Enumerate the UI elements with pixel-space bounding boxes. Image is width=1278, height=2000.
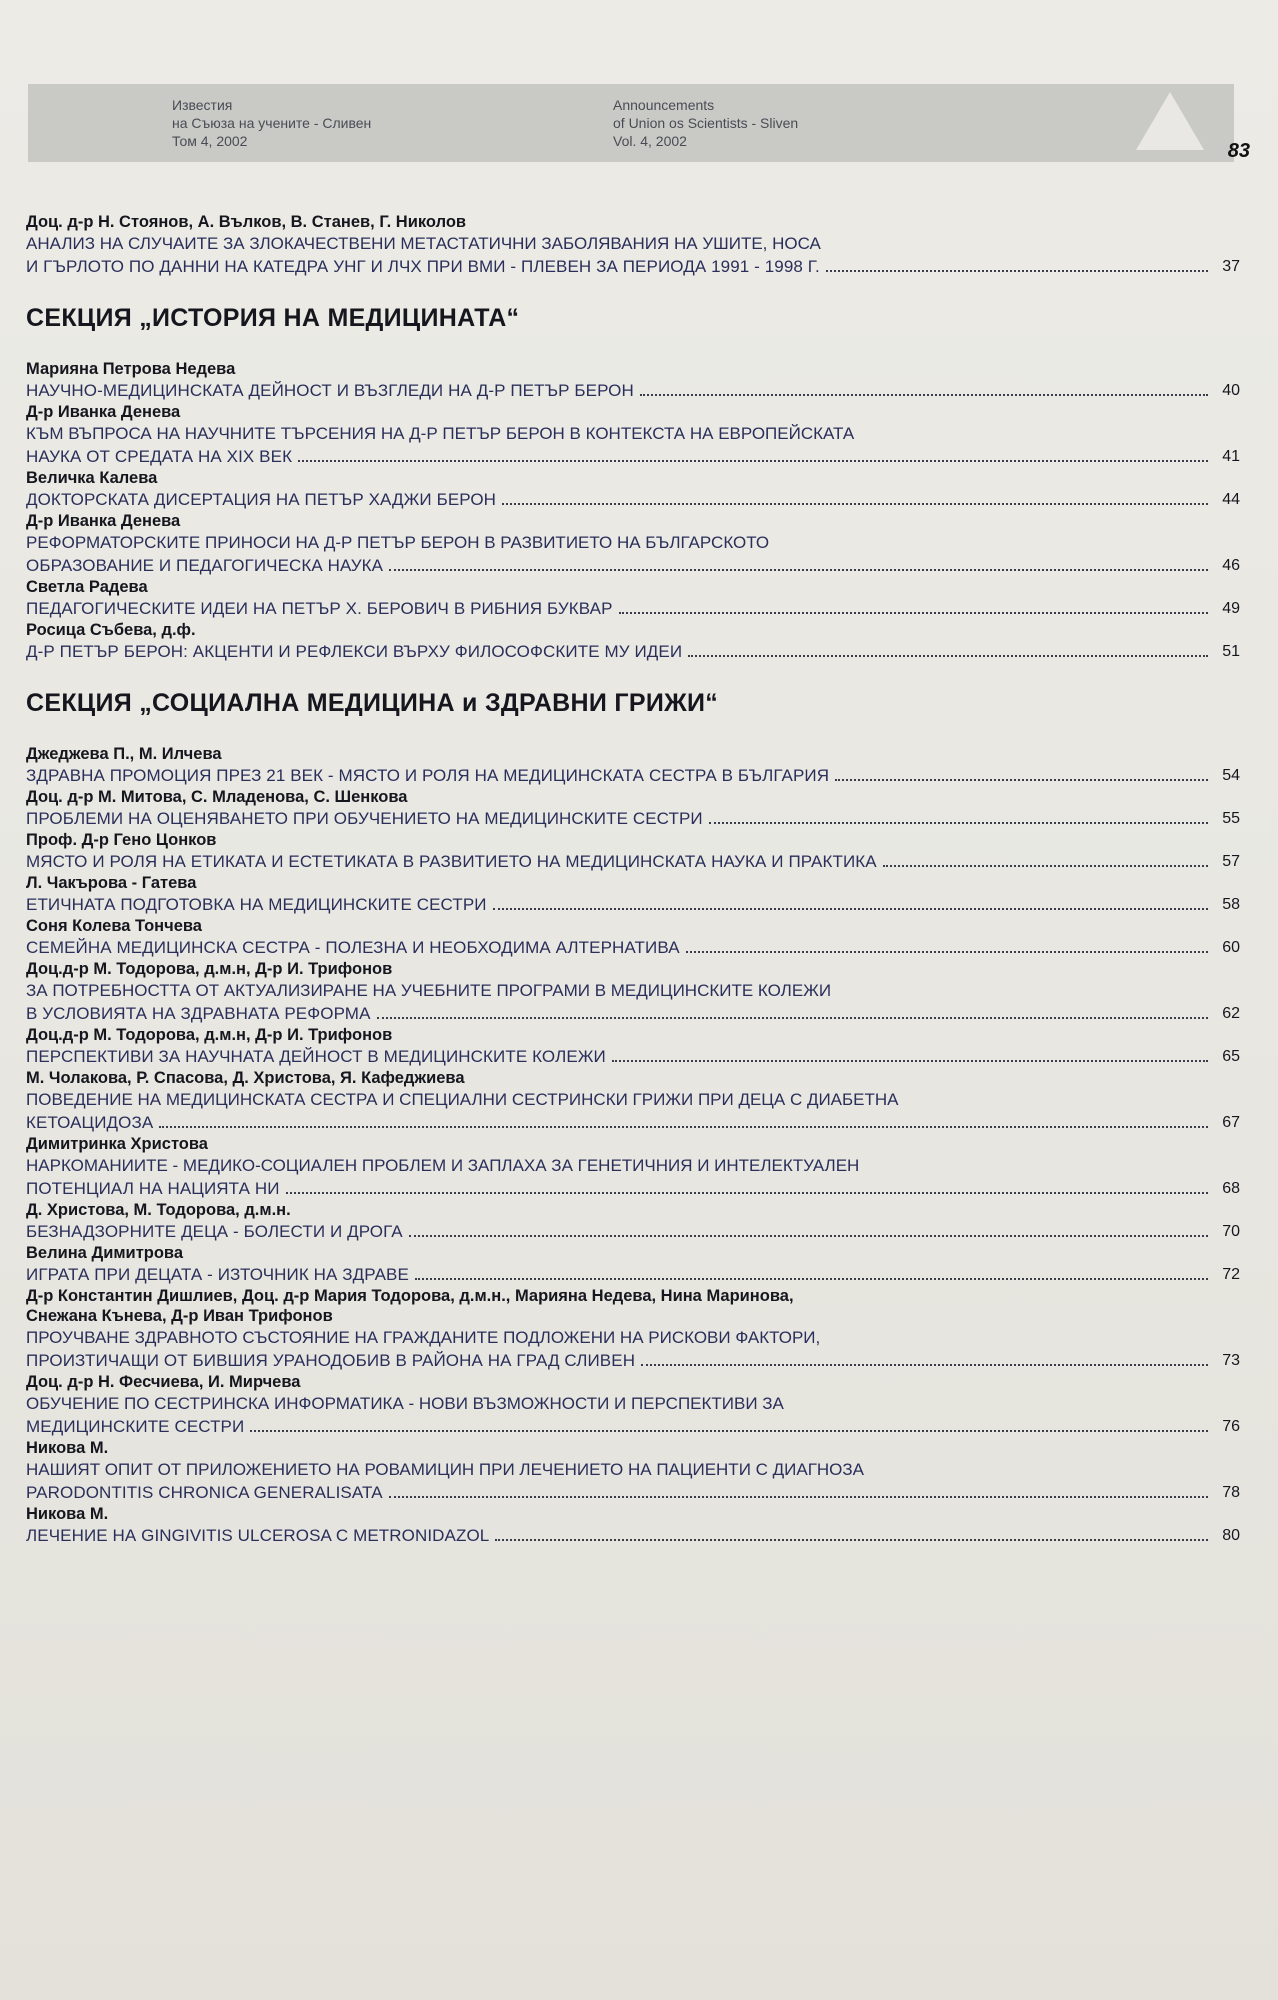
entry-authors: Доц.д-р М. Тодорова, д.м.н, Д-р И. Трифонов [26,960,393,978]
toc-entry [26,1134,1240,1200]
toc-entry [26,1504,1240,1547]
entry-title-text: Д-Р ПЕТЪР БЕРОН: АКЦЕНТИ И РЕФЛЕКСИ ВЪРХУ ФИЛОСОФСКИТЕ МУ ИДЕИ [26,642,683,661]
dot-leader [835,779,1208,781]
toc-entry [26,402,1240,468]
toc-entry [26,830,1240,873]
entry-title-line: ПОВЕДЕНИЕ НА МЕДИЦИНСКАТА СЕСТРА И СПЕЦИАЛНИ СЕСТРИНСКИ ГРИЖИ ПРИ ДЕЦА С ДИАБЕТНА [26,1090,899,1109]
toc-entry [26,1372,1240,1438]
entry-page-number: 65 [1222,1048,1240,1065]
entry-title-line [26,1263,1240,1286]
entry-title-line [26,255,1240,278]
toc-entry [26,787,1240,830]
entry-authors: Величка Калева [26,469,158,487]
entry-title-line [26,597,1240,620]
entry-authors: Велина Димитрова [26,1244,184,1262]
entry-title-text: ЗДРАВНА ПРОМОЦИЯ ПРЕЗ 21 ВЕК - МЯСТО И РОЛЯ НА МЕДИЦИНСКАТА СЕСТРА В БЪЛГАРИЯ [26,766,830,785]
entry-title-line [26,445,1240,468]
entry-authors: Доц.д-р М. Тодорова, д.м.н, Д-р И. Трифонов [26,1026,393,1044]
toc-entry [26,1068,1240,1134]
entry-title-line [26,893,1240,916]
entry-title-line [26,936,1240,959]
dot-leader [159,1126,1208,1128]
entry-title-text: ИГРАТА ПРИ ДЕЦАТА - ИЗТОЧНИК НА ЗДРАВЕ [26,1265,409,1284]
entry-title-text: БЕЗНАДЗОРНИТЕ ДЕЦА - БОЛЕСТИ И ДРОГА [26,1222,403,1241]
header-left [86,96,371,150]
toc-entry [26,468,1240,511]
entry-title-text: ПРОБЛЕМИ НА ОЦЕНЯВАНЕТО ПРИ ОБУЧЕНИЕТО НА МЕДИЦИНСКИТЕ СЕСТРИ [26,809,703,828]
entry-authors: М. Чолакова, Р. Спасова, Д. Христова, Я. Кафеджиева [26,1069,465,1087]
dot-leader [377,1017,1208,1019]
entry-title-text: МЯСТО И РОЛЯ НА ЕТИКАТА И ЕСТЕТИКАТА В РАЗВИТИЕТО НА МЕДИЦИНСКАТА НАУКА И ПРАКТИКА [26,852,877,871]
entry-title-text: ЕТИЧНАТА ПОДГОТОВКА НА МЕДИЦИНСКИТЕ СЕСТРИ [26,895,487,914]
entry-page-number: 67 [1222,1114,1240,1131]
dot-leader [641,1364,1208,1366]
table-of-contents [26,212,1240,1547]
entry-title-line: НАШИЯТ ОПИТ ОТ ПРИЛОЖЕНИЕТО НА РОВАМИЦИН ПРИ ЛЕЧЕНИЕТО НА ПАЦИЕНТИ С ДИАГНОЗА [26,1460,865,1479]
running-header [28,84,1234,162]
entry-authors: Доц. д-р Н. Фесчиева, И. Мирчева [26,1373,301,1391]
entry-authors: Никова М. [26,1505,109,1523]
entry-title-line [26,1111,1240,1134]
dot-leader [415,1278,1208,1280]
toc-entry [26,359,1240,402]
entry-authors: Д-р Иванка Денева [26,403,181,421]
page-number: 83 [1227,140,1250,162]
entry-title-line [26,554,1240,577]
entry-title-line [26,1524,1240,1547]
entry-page-number: 62 [1222,1005,1240,1022]
entry-title-line: ЗА ПОТРЕБНОСТТА ОТ АКТУАЛИЗИРАНЕ НА УЧЕБНИТЕ ПРОГРАМИ В МЕДИЦИНСКИТЕ КОЛЕЖИ [26,981,832,1000]
entry-title-line [26,640,1240,663]
entry-title-line [26,1415,1240,1438]
entry-title-line [26,379,1240,402]
entry-title-line [26,1220,1240,1243]
entry-page-number: 58 [1222,896,1240,913]
dot-leader [495,1539,1208,1541]
entry-page-number: 40 [1222,382,1240,399]
dot-leader [709,822,1208,824]
entry-page-number: 80 [1222,1527,1240,1544]
header-left-line: Известия [172,97,233,113]
dot-leader [688,655,1208,657]
entry-title-line: ПРОУЧВАНЕ ЗДРАВНОТО СЪСТОЯНИЕ НА ГРАЖДАНИТЕ ПОДЛОЖЕНИ НА РИСКОВИ ФАКТОРИ, [26,1328,821,1347]
dot-leader [826,270,1208,272]
entry-title-text: ДОКТОРСКАТА ДИСЕРТАЦИЯ НА ПЕТЪР ХАДЖИ БЕРОН [26,490,497,509]
toc-entry [26,1025,1240,1068]
header-right-line: of Union os Scientists - Sliven [613,115,799,131]
entry-title-text: НАУКА ОТ СРЕДАТА НА XIX ВЕК [26,447,293,466]
toc-entry [26,1438,1240,1504]
entry-page-number: 73 [1222,1352,1240,1369]
entry-authors: Д. Христова, М. Тодорова, д.м.н. [26,1201,291,1219]
entry-title-line: НАРКОМАНИИТЕ - МЕДИКО-СОЦИАЛЕН ПРОБЛЕМ И ЗАПЛАХА ЗА ГЕНЕТИЧНИЯ И ИНТЕЛЕКТУАЛЕН [26,1156,860,1175]
entry-authors: Димитринка Христова [26,1135,208,1153]
entry-authors: Росица Събева, д.ф. [26,621,196,639]
entry-page-number: 49 [1222,600,1240,617]
entry-title-line: ОБУЧЕНИЕ ПО СЕСТРИНСКА ИНФОРМАТИКА - НОВИ ВЪЗМОЖНОСТИ И ПЕРСПЕКТИВИ ЗА [26,1394,784,1413]
toc-entry [26,620,1240,663]
entry-title-line [26,1177,1240,1200]
entry-title-text: СЕМЕЙНА МЕДИЦИНСКА СЕСТРА - ПОЛЕЗНА И НЕОБХОДИМА АЛТЕРНАТИВА [26,938,680,957]
toc-entry [26,577,1240,620]
entry-title-text: И ГЪРЛОТО ПО ДАННИ НА КАТЕДРА УНГ И ЛЧХ ПРИ ВМИ - ПЛЕВЕН ЗА ПЕРИОДА 1991 - 1998 Г. [26,257,820,276]
entry-title-line [26,488,1240,511]
section-heading: СЕКЦИЯ „ИСТОРИЯ НА МЕДИЦИНАТА“ [26,304,520,332]
entry-page-number: 54 [1222,767,1240,784]
entry-authors: Снежана Кънева, Д-р Иван Трифонов [26,1307,333,1325]
entry-page-number: 76 [1222,1418,1240,1435]
toc-entry [26,511,1240,577]
entry-authors: Джеджева П., М. Илчева [26,745,222,763]
entry-title-text: ПРОИЗТИЧАЩИ ОТ БИВШИЯ УРАНОДОБИВ В РАЙОНА НА ГРАД СЛИВЕН [26,1351,636,1370]
toc-entry [26,1243,1240,1286]
entry-authors: Соня Колева Тончева [26,917,202,935]
toc-entry [26,1286,1240,1372]
entry-title-line [26,1481,1240,1504]
dot-leader [612,1060,1208,1062]
entry-page-number: 60 [1222,939,1240,956]
dot-leader [619,612,1208,614]
entry-authors: Марияна Петрова Недева [26,360,236,378]
entry-title-text: ПЕДАГОГИЧЕСКИТЕ ИДЕИ НА ПЕТЪР Х. БЕРОВИЧ В РИБНИЯ БУКВАР [26,599,613,618]
entry-authors: Светла Радева [26,578,148,596]
entry-title-line: КЪМ ВЪПРОСА НА НАУЧНИТЕ ТЪРСЕНИЯ НА Д-Р ПЕТЪР БЕРОН В КОНТЕКСТА НА ЕВРОПЕЙСКАТА [26,424,855,443]
entry-title-line [26,1045,1240,1068]
entry-title-line [26,1349,1240,1372]
header-left-line: на Съюза на учените - Сливен [172,115,372,131]
entry-page-number: 78 [1222,1484,1240,1501]
dot-leader [286,1192,1208,1194]
entry-title-text: PARODONTITIS CHRONICA GENERALISATA [26,1483,383,1502]
toc-entry [26,1200,1240,1243]
entry-title-text: В УСЛОВИЯТА НА ЗДРАВНАТА РЕФОРМА [26,1004,371,1023]
entry-title-line [26,1002,1240,1025]
entry-authors: Никова М. [26,1439,109,1457]
entry-title-text: ПОТЕНЦИАЛ НА НАЦИЯТА НИ [26,1179,280,1198]
dot-leader [389,1496,1208,1498]
dot-leader [502,503,1208,505]
toc-entry [26,873,1240,916]
dot-leader [298,460,1208,462]
dot-leader [686,951,1208,953]
entry-title-text: ЛЕЧЕНИЕ НА GINGIVITIS ULCEROSA С METRONIDAZOL [26,1526,490,1545]
entry-title-text: КЕТОАЦИДОЗА [26,1113,154,1132]
dot-leader [250,1430,1208,1432]
entry-title-line [26,807,1240,830]
toc-entry [26,744,1240,787]
entry-authors: Д-р Константин Дишлиев, Доц. д-р Мария Тодорова, д.м.н., Марияна Недева, Нина Маринова, [26,1287,794,1305]
entry-page-number: 68 [1222,1180,1240,1197]
dot-leader [389,569,1208,571]
header-right [613,96,798,150]
entry-page-number: 57 [1222,853,1240,870]
header-right-line: Vol. 4, 2002 [613,133,687,149]
entry-title-text: ПЕРСПЕКТИВИ ЗА НАУЧНАТА ДЕЙНОСТ В МЕДИЦИНСКИТЕ КОЛЕЖИ [26,1047,606,1066]
entry-page-number: 72 [1222,1266,1240,1283]
toc-entry [26,212,1240,278]
entry-title-text: МЕДИЦИНСКИТЕ СЕСТРИ [26,1417,245,1436]
entry-page-number: 44 [1222,491,1240,508]
entry-title-text: НАУЧНО-МЕДИЦИНСКАТА ДЕЙНОСТ И ВЪЗГЛЕДИ НА Д-Р ПЕТЪР БЕРОН [26,381,634,400]
entry-authors: Доц. д-р Н. Стоянов, А. Вълков, В. Станев, Г. Николов [26,213,467,231]
entry-page-number: 41 [1222,448,1240,465]
triangle-logo-icon [1136,92,1204,150]
entry-page-number: 70 [1222,1223,1240,1240]
entry-page-number: 55 [1222,810,1240,827]
dot-leader [883,865,1208,867]
toc-entry [26,959,1240,1025]
entry-title-line: РЕФОРМАТОРСКИТЕ ПРИНОСИ НА Д-Р ПЕТЪР БЕРОН В РАЗВИТИЕТО НА БЪЛГАРСКОТО [26,533,770,552]
dot-leader [409,1235,1208,1237]
entry-page-number: 51 [1222,643,1240,660]
entry-authors: Л. Чакърова - Гатева [26,874,197,892]
entry-page-number: 37 [1222,258,1240,275]
header-left-line: Том 4, 2002 [172,133,248,149]
toc-entry [26,916,1240,959]
entry-title-text: ОБРАЗОВАНИЕ И ПЕДАГОГИЧЕСКА НАУКА [26,556,384,575]
dot-leader [493,908,1208,910]
entry-title-line: АНАЛИЗ НА СЛУЧАИТЕ ЗА ЗЛОКАЧЕСТВЕНИ МЕТАСТАТИЧНИ ЗАБОЛЯВАНИЯ НА УШИТЕ, НОСА [26,234,821,253]
dot-leader [640,394,1208,396]
entry-page-number: 46 [1222,557,1240,574]
entry-authors: Доц. д-р М. Митова, С. Младенова, С. Шенкова [26,788,408,806]
section-heading: СЕКЦИЯ „СОЦИАЛНА МЕДИЦИНА и ЗДРАВНИ ГРИЖИ“ [26,689,719,717]
header-right-line: Announcements [613,97,715,113]
entry-title-line [26,764,1240,787]
entry-authors: Проф. Д-р Гено Цонков [26,831,217,849]
entry-title-line [26,850,1240,873]
entry-authors: Д-р Иванка Денева [26,512,181,530]
